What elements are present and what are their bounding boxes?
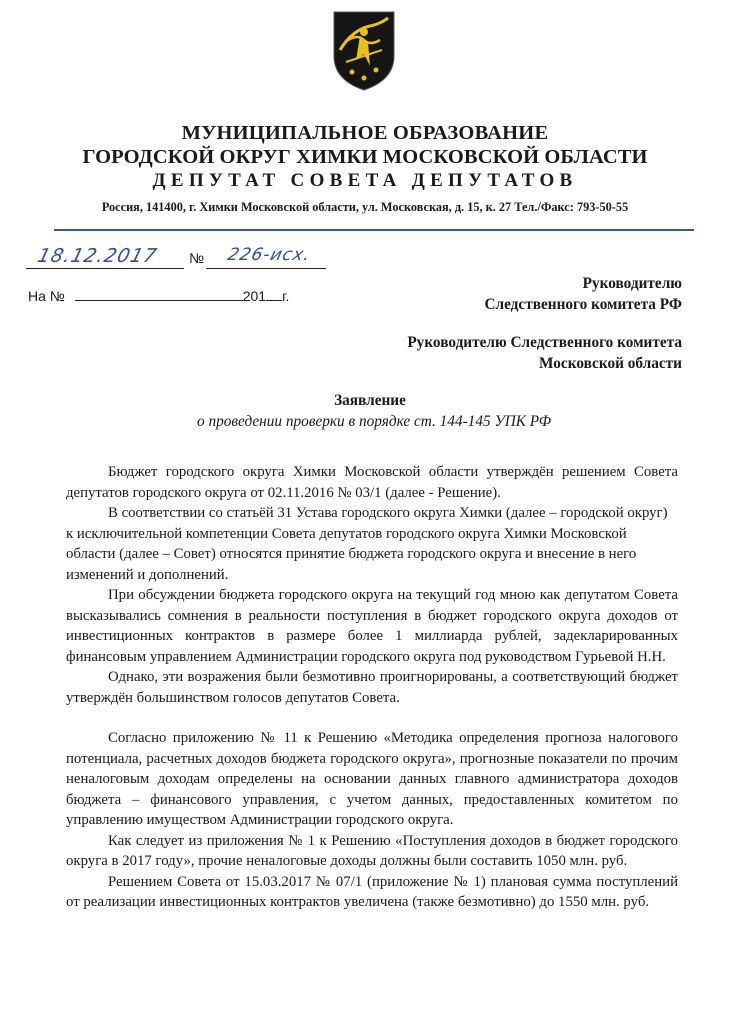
document-subtitle: о проведении проверки в порядке ст. 144-145 УПК РФ: [196, 413, 552, 430]
number-sign: №: [189, 250, 205, 266]
letterhead-divider: [54, 229, 694, 231]
document-body: [66, 462, 678, 913]
addressee-1: [484, 273, 682, 315]
reference-suffix: г.: [282, 288, 290, 304]
coat-of-arms-icon: [330, 10, 398, 92]
reference-line: [28, 288, 289, 304]
reference-year: 201: [242, 288, 267, 304]
registration-date: 18.12.2017: [35, 245, 160, 267]
registration-number: 226-исх.: [225, 245, 313, 265]
addressee-1-line1: Руководителю: [582, 275, 682, 292]
addressee-2-line1: Руководителю Следственного комитета: [407, 334, 682, 351]
reference-year-blank: [266, 288, 282, 301]
letterhead-subtitle: ГОРОДСКОЙ ОКРУГ ХИМКИ МОСКОВСКОЙ ОБЛАСТИ: [82, 146, 648, 168]
paragraph-gap: [66, 708, 678, 728]
registration-line: [26, 246, 326, 272]
number-underline: [206, 268, 326, 269]
addressee-1-line2: Следственного комитета РФ: [484, 296, 682, 313]
paragraph: Решением Совета от 15.03.2017 № 07/1 (приложение № 1) плановая сумма поступлений от реализации инвестиционных контрактов увеличена (также безмотивно) до 1550 млн. руб.: [66, 873, 678, 910]
paragraph: При обсуждении бюджета городского округа на текущий год мною как депутатом Совета высказывались сомнения в реальности поступления в бюджет городского округа доходов от инвестиционных контрактов в размере более 1 миллиарда рублей, задекларированных финансовым управлением Администрации городского округа под руководством Гурьевой Н.Н.: [66, 587, 678, 665]
reference-blank: [75, 288, 243, 301]
document-title: Заявление: [334, 392, 406, 409]
letterhead-title: МУНИЦИПАЛЬНОЕ ОБРАЗОВАНИЕ: [181, 122, 549, 144]
paragraph: В соответствии со статьёй 31 Устава городского округа Химки (далее – городской округ) к исключительной компетенции Совета депутатов городского округа Химки Московской области (далее – Совет) относятся принятие бюджета городского округа и внесение в него изменений и дополнений.: [66, 505, 668, 583]
addressee-2: [407, 332, 682, 374]
letterhead-address: Россия, 141400, г. Химки Московской области, ул. Московская, д. 15, к. 27 Тел./Факс: 793-50-55: [101, 200, 629, 214]
paragraph: Бюджет городского округа Химки Московской области утверждён решением Совета депутатов городского округа от 02.11.2016 № 03/1 (далее - Решение).: [66, 464, 678, 501]
addressee-2-line2: Московской области: [539, 355, 682, 372]
date-underline: [26, 268, 184, 269]
reference-prefix: На №: [28, 288, 65, 304]
paragraph: Согласно приложению № 11 к Решению «Методика определения прогноза налогового потенциала, расчетных доходов бюджета городского округа», прогнозные показатели по прочим неналоговым доходам определены на основании данных главного администратора доходов бюджета – финансового управления, с учетом данных, предоставленных комитетом по управлению имуществом Администрации городского округа.: [66, 730, 678, 828]
paragraph: Как следует из приложения № 1 к Решению «Поступления доходов в бюджет городского округа в 2017 году», прочие неналоговые доходы должны были составить 1050 млн. руб.: [66, 832, 678, 869]
letterhead-position: ДЕПУТАТ СОВЕТА ДЕПУТАТОВ: [152, 170, 578, 191]
paragraph: Однако, эти возражения были безмотивно проигнорированы, а соответствующий бюджет утверждён большинством голосов депутатов Совета.: [66, 669, 678, 706]
